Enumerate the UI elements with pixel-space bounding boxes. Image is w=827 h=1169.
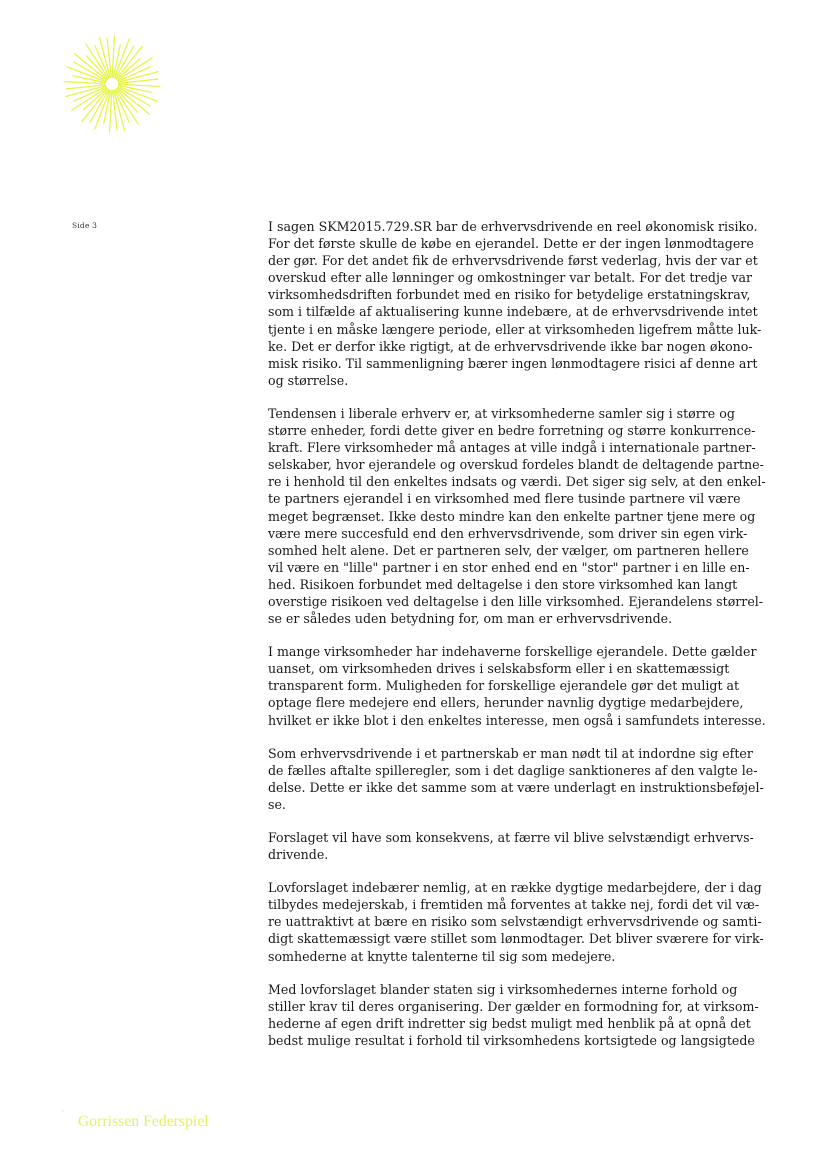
text-line: digt skattemæssigt være stillet som lønmodtager. Det bliver sværere for virk- [268, 931, 764, 947]
text-line: som i tilfælde af aktualisering kunne indebære, at de erhvervsdrivende intet [268, 304, 758, 320]
text-line: somhed helt alene. Det er partneren selv, der vælger, om partneren hellere [268, 542, 749, 558]
text-line: Som erhvervsdrivende i et partnerskab er man nødt til at indordne sig efter [268, 745, 753, 761]
text-line: overstige risikoen ved deltagelse i den lille virksomhed. Ejerandelens størrel- [268, 593, 764, 609]
text-line: se. [268, 796, 286, 812]
body-paragraph [268, 981, 759, 1049]
text-line: For det første skulle de købe en ejerandel. Dette er der ingen lønmodtagere [268, 236, 754, 252]
text-line: delse. Dette er ikke det samme som at være underlagt en instruktionsbeføjel- [268, 779, 764, 795]
text-line: re i henhold til den enkeltes indsats og værdi. Det siger sig selv, at den enkel- [268, 474, 766, 490]
body-paragraph [268, 829, 754, 863]
body-paragraph [268, 218, 762, 389]
text-line: transparent form. Muligheden for forskellige ejerandele gør det muligt at [268, 678, 740, 694]
text-line: og størrelse. [268, 372, 349, 388]
text-line: der gør. For det andet fik de erhvervsdrivende først vederlag, hvis der var et [268, 253, 758, 269]
text-line: stiller krav til deres organisering. Der gælder en formodning for, at virksom- [268, 998, 759, 1014]
footer-brand-name: Gorrissen Federspiel [78, 1113, 209, 1130]
text-line: tjente i en måske længere periode, eller at virksomheden ligefrem måtte luk- [268, 321, 762, 337]
text-line: se er således uden betydning for, om man er erhvervsdrivende. [268, 611, 673, 627]
text-line: hederne af egen drift indretter sig bedst muligt med henblik på at opnå det [268, 1015, 751, 1031]
letter-body [268, 218, 766, 1065]
text-line: I sagen SKM2015.729.SR bar de erhvervsdrivende en reel økonomisk risiko. [268, 219, 758, 234]
text-line: hed. Risikoen forbundet med deltagelse i den store virksomhed kan langt [268, 576, 738, 592]
body-paragraph [268, 405, 766, 627]
footer-mark [62, 1110, 64, 1112]
text-line: Lovforslaget indebærer nemlig, at en række dygtige medarbejdere, der i dag [268, 880, 762, 896]
text-line: større enheder, fordi dette giver en bedre forretning og større konkurrence- [268, 423, 756, 439]
text-line: optage flere medejere end ellers, herunder navnlig dygtige medarbejdere, [268, 695, 744, 711]
text-line: Med lovforslaget blander staten sig i virksomhedernes interne forhold og [268, 981, 738, 997]
text-line: kraft. Flere virksomheder må antages at ville indgå i internationale partner- [268, 440, 756, 456]
text-line: overskud efter alle lønninger og omkostninger var betalt. For det tredje var [268, 270, 752, 286]
text-line: somhederne at knytte talenterne til sig som medejere. [268, 948, 616, 964]
body-paragraph [268, 745, 764, 813]
text-line: tilbydes medejerskab, i fremtiden må forventes at takke nej, fordi det vil væ- [268, 897, 760, 913]
text-line: I mange virksomheder har indehaverne forskellige ejerandele. Dette gælder [268, 644, 757, 660]
text-line: misk risiko. Til sammenligning bærer ingen lønmodtagere risici af denne art [268, 355, 758, 371]
page-number-label: Side 3 [72, 221, 98, 230]
text-line: være mere succesfuld end den erhvervsdrivende, som driver sin egen virk- [268, 525, 748, 541]
text-line: bedst mulige resultat i forhold til virksomhedens kortsigtede og langsigtede [268, 1032, 755, 1048]
text-line: Tendensen i liberale erhverv er, at virksomhederne samler sig i større og [268, 405, 735, 421]
text-line: ke. Det er derfor ikke rigtigt, at de erhvervsdrivende ikke bar nogen økono- [268, 338, 753, 354]
text-line: uanset, om virksomheden drives i selskabsform eller i en skattemæssigt [268, 661, 730, 677]
text-line: drivende. [268, 847, 329, 863]
body-paragraph [268, 643, 766, 728]
text-line: meget begrænset. Ikke desto mindre kan den enkelte partner tjene mere og [268, 508, 756, 524]
text-line: de fælles aftalte spilleregler, som i det daglige sanktioneres af den valgte le- [268, 762, 758, 778]
text-line: virksomhedsdriften forbundet med en risiko for betydelige erstatningskrav, [268, 287, 751, 303]
text-line: hvilket er ikke blot i den enkeltes interesse, men også i samfundets interesse. [268, 712, 766, 728]
company-logo [56, 30, 166, 140]
text-line: te partners ejerandel i en virksomhed med flere tusinde partnere vil være [268, 491, 741, 507]
text-line: selskaber, hvor ejerandele og overskud fordeles blandt de deltagende partne- [268, 457, 764, 473]
text-line: vil være en "lille" partner i en stor enhed end en "stor" partner i en lille en- [268, 559, 750, 575]
text-line: Forslaget vil have som konsekvens, at færre vil blive selvstændigt erhvervs- [268, 830, 754, 845]
body-paragraph [268, 879, 764, 964]
text-line: re uattraktivt at bære en risiko som selvstændigt erhvervsdrivende og samti- [268, 914, 762, 930]
sunburst-icon [56, 30, 166, 140]
